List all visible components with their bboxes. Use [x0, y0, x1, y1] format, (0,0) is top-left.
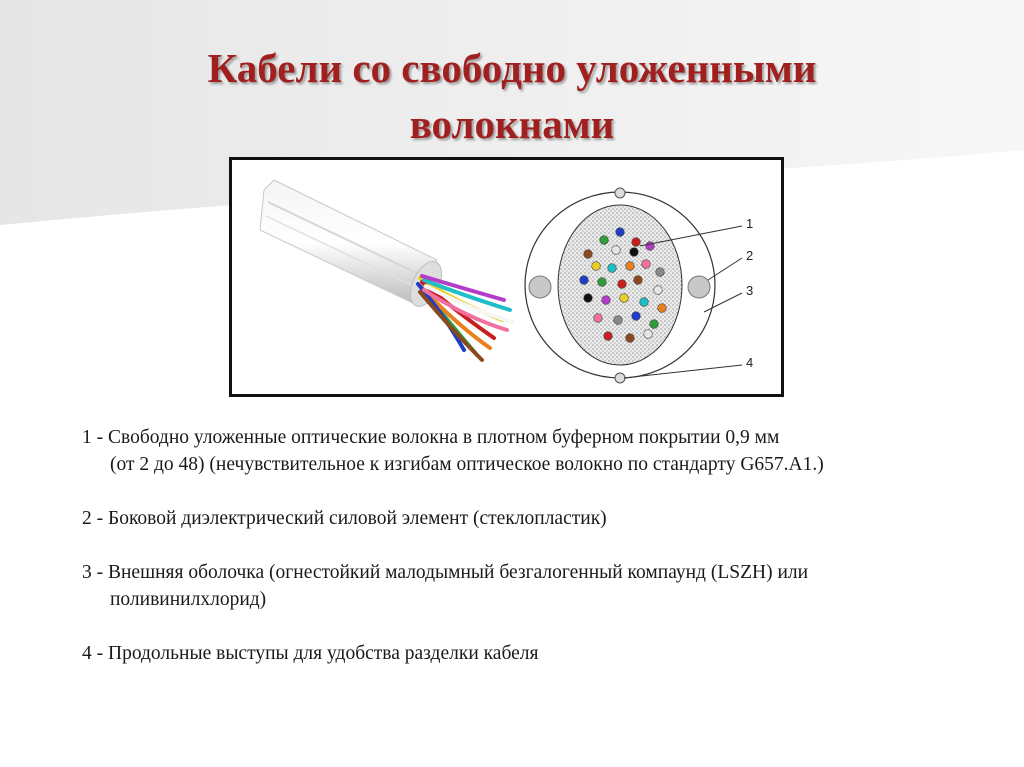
fiber-dot	[614, 316, 623, 325]
fiber-dot	[608, 264, 617, 273]
fiber-dot	[594, 314, 603, 323]
strength-member-left	[529, 276, 551, 298]
fiber-dot	[600, 236, 609, 245]
title-line-1: Кабели со свободно уложенными	[207, 45, 817, 91]
fiber-dot	[584, 250, 593, 259]
strength-member-right	[688, 276, 710, 298]
callout-2: 2	[746, 248, 754, 263]
legend-item-2-line-1: 2 - Боковой диэлектрический силовой элемент (стеклопластик)	[82, 508, 607, 529]
rib-top	[615, 188, 625, 198]
legend-item-2	[82, 505, 982, 532]
fiber-dot	[632, 238, 641, 247]
cable-figure	[229, 157, 784, 397]
rib-bottom	[615, 373, 625, 383]
fiber-dot	[626, 334, 635, 343]
fiber-dot	[580, 276, 589, 285]
fiber-dot	[642, 260, 651, 269]
legend-item-4	[82, 640, 982, 667]
fiber-dot	[612, 246, 621, 255]
fiber-dot	[592, 262, 601, 271]
fiber-dot	[598, 278, 607, 287]
cable-photo	[260, 180, 512, 360]
slide-title	[0, 40, 1024, 152]
legend-item-3	[82, 559, 982, 613]
fiber-dot	[626, 262, 635, 271]
fiber-dot	[620, 294, 629, 303]
legend-item-3-line-2: поливинилхлорид)	[110, 589, 267, 610]
fiber-dot	[640, 298, 649, 307]
fiber-dot	[630, 248, 639, 257]
fiber-dot	[634, 276, 643, 285]
fiber-dot	[644, 330, 653, 339]
fiber-dot	[658, 304, 667, 313]
legend-item-1	[82, 424, 982, 478]
title-line-2: волокнами	[409, 101, 615, 147]
callout-3: 3	[746, 283, 754, 298]
fiber-dot	[604, 332, 613, 341]
legend-item-4-line-1: 4 - Продольные выступы для удобства разделки кабеля	[82, 643, 539, 664]
fiber-strands	[418, 276, 512, 360]
fiber-dot	[584, 294, 593, 303]
legend-item-3-line-1: 3 - Внешняя оболочка (огнестойкий малодымный безгалогенный компаунд (LSZH) или	[82, 562, 809, 583]
fiber-dot	[602, 296, 611, 305]
fiber-dot	[656, 268, 665, 277]
fiber-dot	[654, 286, 663, 295]
legend-item-1-line-2: (от 2 до 48) (нечувствительное к изгибам оптическое волокно по стандарту G657.A1.)	[110, 454, 824, 475]
fiber-dot	[632, 312, 641, 321]
legend	[82, 424, 982, 694]
fiber-dot	[650, 320, 659, 329]
cable-illustration	[232, 160, 781, 394]
fiber-dot	[616, 228, 625, 237]
legend-item-1-line-1: 1 - Свободно уложенные оптические волокна в плотном буферном покрытии 0,9 мм	[82, 427, 780, 448]
callout-1: 1	[746, 216, 754, 231]
callout-4: 4	[746, 355, 754, 370]
fiber-dot	[618, 280, 627, 289]
cable-cross-section	[525, 188, 753, 383]
